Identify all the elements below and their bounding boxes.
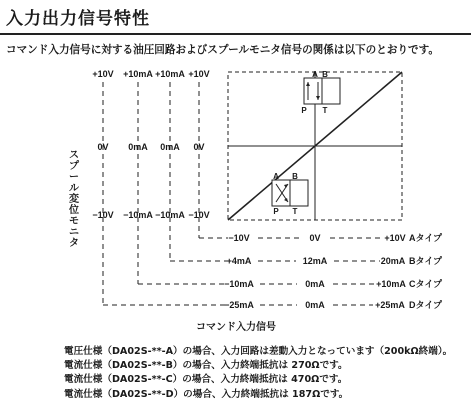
note-current-b: 電流仕様（DA02S-**-B）の場合、入力終端抵抗は 270Ωです。 <box>64 360 348 372</box>
col1-bottom: −10V <box>92 210 114 220</box>
valve-top-port-p: P <box>301 106 307 115</box>
rowA-mid: 0V <box>309 233 321 243</box>
input-rows <box>103 238 228 305</box>
valve-symbol-bottom <box>272 172 308 216</box>
col3-mid: 0mA <box>160 142 180 152</box>
valve-top-port-t: T <box>322 106 328 115</box>
valve-bottom-port-a: A <box>273 172 279 181</box>
notes <box>64 345 452 402</box>
valve-top-port-b: B <box>322 70 328 79</box>
note-current-c: 電流仕様（DA02S-**-C）の場合、入力終端抵抗は 470Ωです。 <box>64 374 348 386</box>
col1-mid: 0V <box>97 142 109 152</box>
rowD-min: −25mA <box>224 300 254 310</box>
rowB-type: Bタイプ <box>409 256 443 266</box>
svg-text:ニ: ニ <box>69 227 79 238</box>
col3-top: +10mA <box>155 69 185 79</box>
note-current-d: 電流仕様（DA02S-**-D）の場合、入力終端抵抗は 187Ωです。 <box>64 388 349 400</box>
rowB-min: +4mA <box>226 256 252 266</box>
rowA-max: +10V <box>384 233 406 243</box>
svg-text:ル: ル <box>69 183 79 194</box>
y-axis-label <box>68 150 80 249</box>
rowA-type: Aタイプ <box>409 233 443 243</box>
svg-text:タ: タ <box>69 238 79 249</box>
x-axis-label: コマンド入力信号 <box>196 322 276 333</box>
col4-mid: 0V <box>193 142 205 152</box>
monitor-columns <box>103 82 199 305</box>
rowC-mid: 0mA <box>305 279 325 289</box>
col4-top: +10V <box>188 69 210 79</box>
rowD-max: +25mA <box>375 300 405 310</box>
valve-bottom-port-b: B <box>292 172 298 181</box>
rowC-max: +10mA <box>376 279 406 289</box>
col1-top: +10V <box>92 69 114 79</box>
col3-bottom: −10mA <box>155 210 185 220</box>
rowC-min: −10mA <box>224 279 254 289</box>
valve-bottom-port-t: T <box>292 207 298 216</box>
rowD-type: Dタイプ <box>409 300 443 310</box>
svg-text:ス: ス <box>69 150 79 161</box>
col2-mid: 0mA <box>128 142 148 152</box>
col4-bottom: −10V <box>188 210 210 220</box>
rowC-type: Cタイプ <box>409 279 443 289</box>
rowB-mid: 12mA <box>302 256 328 266</box>
valve-top-port-a: A <box>312 70 318 79</box>
rowA-min: −10V <box>228 233 250 243</box>
page-title: 入力出力信号特性 <box>6 9 150 29</box>
svg-text:モ: モ <box>69 216 79 227</box>
col2-bottom: −10mA <box>123 210 153 220</box>
svg-text:プ: プ <box>69 161 79 172</box>
intro-text: コマンド入力信号に対する油圧回路およびスプールモニタ信号の関係は以下のとおりです。 <box>6 44 439 56</box>
svg-text:位: 位 <box>69 205 79 216</box>
rowB-max: 20mA <box>380 256 406 266</box>
rowD-mid: 0mA <box>305 300 325 310</box>
note-voltage-a: 電圧仕様（DA02S-**-A）の場合、入力回路は差動入力となっています（200kΩ終端）。 <box>64 346 453 357</box>
svg-text:変: 変 <box>69 194 79 205</box>
valve-bottom-port-p: P <box>273 207 279 216</box>
svg-text:ー: ー <box>69 172 79 183</box>
col2-top: +10mA <box>123 69 153 79</box>
valve-symbol-top <box>301 70 340 115</box>
